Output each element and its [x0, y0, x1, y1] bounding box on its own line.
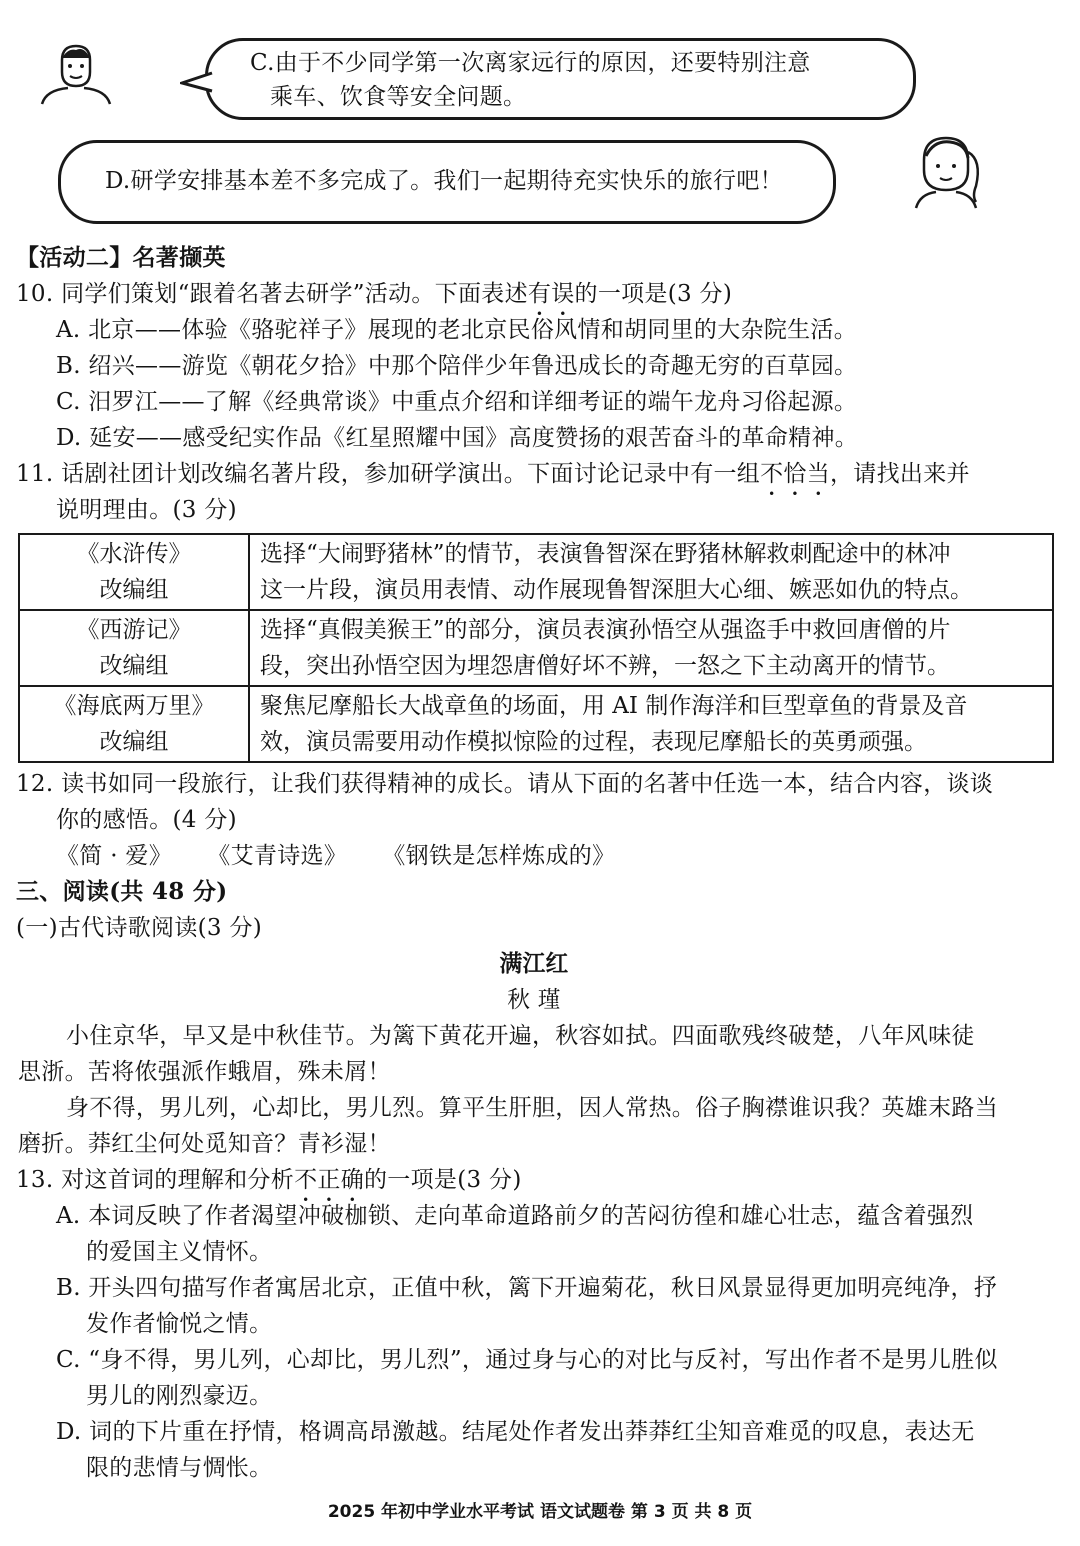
poem-author: 秋 瑾 [507, 987, 561, 1013]
activity2-heading: 【活动二】名著撷英 [16, 244, 226, 271]
bubble-tail-icon [180, 71, 214, 93]
q10-option-d: D. 延安——感受纪实作品《红星照耀中国》高度赞扬的艰苦奋斗的革命精神。 [56, 425, 859, 451]
q13-option-b-line1: B. 开头四句描写作者寓居北京，正值中秋，篱下开遍菊花，秋日风景显得更加明亮纯净，抒 [56, 1275, 998, 1301]
q13-option-c-line1: C. “身不得，男儿列，心却比，男儿烈”，通过身与心的对比与反衬，写出作者不是男儿胜似 [56, 1347, 998, 1373]
speech-bubble-c [205, 38, 916, 120]
poem-p2-line1: 身不得，男儿列，心却比，男儿烈。算平生肝胆，因人常热。俗子胸襟谁识我？英雄末路当 [66, 1095, 998, 1121]
poem-title: 满江红 [499, 950, 569, 977]
q13-option-b-line2: 发作者愉悦之情。 [86, 1311, 273, 1337]
q13-stem-before: 13. 对这首词的理解和分析 [16, 1167, 295, 1193]
dialogue-d-line: D.研学安排基本差不多完成了。我们一起期待充实快乐的旅行吧！ [105, 168, 783, 194]
group-label: 改编组 [99, 729, 169, 755]
q13-option-d-line2: 限的悲情与惆怅。 [86, 1455, 273, 1481]
table-cell-group [19, 610, 249, 686]
table-cell-desc [249, 534, 1053, 610]
table-row [19, 686, 1053, 762]
q13-stem-emphasis: 不正确 [294, 1167, 364, 1193]
q13-option-c-line2: 男儿的刚烈豪迈。 [86, 1383, 273, 1409]
section3-heading: 三、阅读(共 48 分) [16, 878, 228, 905]
section3-sub1: (一)古代诗歌阅读(3 分) [16, 915, 263, 941]
q11-stem-before: 11. 话剧社团计划改编名著片段，参加研学演出。下面讨论记录中有一组 [16, 461, 761, 487]
boy-avatar-icon [38, 42, 114, 106]
table-row [19, 534, 1053, 610]
q10-stem-after: 的一项是(3 分) [574, 281, 733, 307]
table-cell-desc [249, 610, 1053, 686]
q12-books [56, 838, 615, 874]
poem-p1-line1: 小住京华，早又是中秋佳节。为篱下黄花开遍，秋容如拭。四面歌残终破楚，八年风味徒 [66, 1023, 975, 1049]
q12-stem-line2: 你的感悟。(4 分) [56, 807, 237, 833]
desc-line1: 聚焦尼摩船长大战章鱼的场面，用 AI 制作海洋和巨型章鱼的背景及音 [260, 693, 968, 719]
desc-line2: 效，演员需要用动作模拟惊险的过程，表现尼摩船长的英勇顽强。 [260, 729, 927, 755]
q10-stem-emphasis: 有误 [527, 281, 575, 307]
q12-book-2: 《艾青诗选》 [207, 843, 348, 869]
q12-stem-line1: 12. 读书如同一段旅行，让我们获得精神的成长。请从下面的名著中任选一本，结合内容，谈谈 [16, 771, 994, 797]
table-cell-desc [249, 686, 1053, 762]
q13-stem-after: 的一项是(3 分) [364, 1167, 522, 1193]
q10-option-b: B. 绍兴——游览《朝花夕拾》中那个陪伴少年鲁迅成长的奇趣无穷的百草园。 [56, 353, 858, 379]
dialogue-c-line1: C.由于不少同学第一次离家远行的原因，还要特别注意 [250, 50, 811, 76]
poem-p1-line2: 思浙。苦将侬强派作蛾眉，殊未屑！ [18, 1059, 391, 1085]
poem-p2-line2: 磨折。莽红尘何处觅知音？青衫湿！ [18, 1131, 391, 1157]
q10-stem-before: 10. 同学们策划“跟着名著去研学”活动。下面表述 [16, 281, 528, 307]
q10-option-c: C. 汨罗江——了解《经典常谈》中重点介绍和详细考证的端午龙舟习俗起源。 [56, 389, 858, 415]
desc-line2: 段，突出孙悟空因为埋怨唐僧好坏不辨，一怒之下主动离开的情节。 [260, 653, 950, 679]
q12-book-3: 《钢铁是怎样炼成的》 [382, 843, 616, 869]
group-label: 改编组 [99, 577, 169, 603]
desc-line1: 选择“真假美猴王”的部分，演员表演孙悟空从强盗手中救回唐僧的片 [260, 617, 951, 643]
table-row [19, 610, 1053, 686]
q11-stem-emphasis: 不恰当 [760, 461, 830, 487]
group-label: 改编组 [99, 653, 169, 679]
q11-stem-after: ，请找出来并 [830, 461, 970, 487]
group-book: 《海底两万里》 [53, 693, 215, 719]
girl-avatar-icon [910, 130, 986, 210]
q11-table [18, 533, 1054, 763]
group-book: 《水浒传》 [76, 541, 192, 567]
q11-stem-line2: 说明理由。(3 分) [56, 497, 237, 523]
table-cell-group [19, 534, 249, 610]
q13-option-a-line2: 的爱国主义情怀。 [86, 1239, 273, 1265]
q10-option-a: A. 北京——体验《骆驼祥子》展现的老北京民俗风情和胡同里的大杂院生活。 [56, 317, 858, 343]
dialogue-c-line2: 乘车、饮食等安全问题。 [270, 84, 527, 110]
q13-option-a-line1: A. 本词反映了作者渴望冲破枷锁、走向革命道路前夕的苦闷彷徨和雄心壮志，蕴含着强烈 [56, 1203, 974, 1229]
table-cell-group [19, 686, 249, 762]
desc-line1: 选择“大闹野猪林”的情节，表演鲁智深在野猪林解救刺配途中的林冲 [260, 541, 951, 567]
group-book: 《西游记》 [76, 617, 192, 643]
desc-line2: 这一片段，演员用表情、动作展现鲁智深胆大心细、嫉恶如仇的特点。 [260, 577, 973, 603]
speech-bubble-d [58, 140, 836, 224]
q12-book-1: 《简 · 爱》 [56, 843, 173, 869]
page-footer: 2025 年初中学业水平考试 语文试题卷 第 3 页 共 8 页 [327, 1502, 753, 1522]
q13-option-d-line1: D. 词的下片重在抒情，格调高昂激越。结尾处作者发出莽莽红尘知音难觅的叹息，表达无 [56, 1419, 975, 1445]
